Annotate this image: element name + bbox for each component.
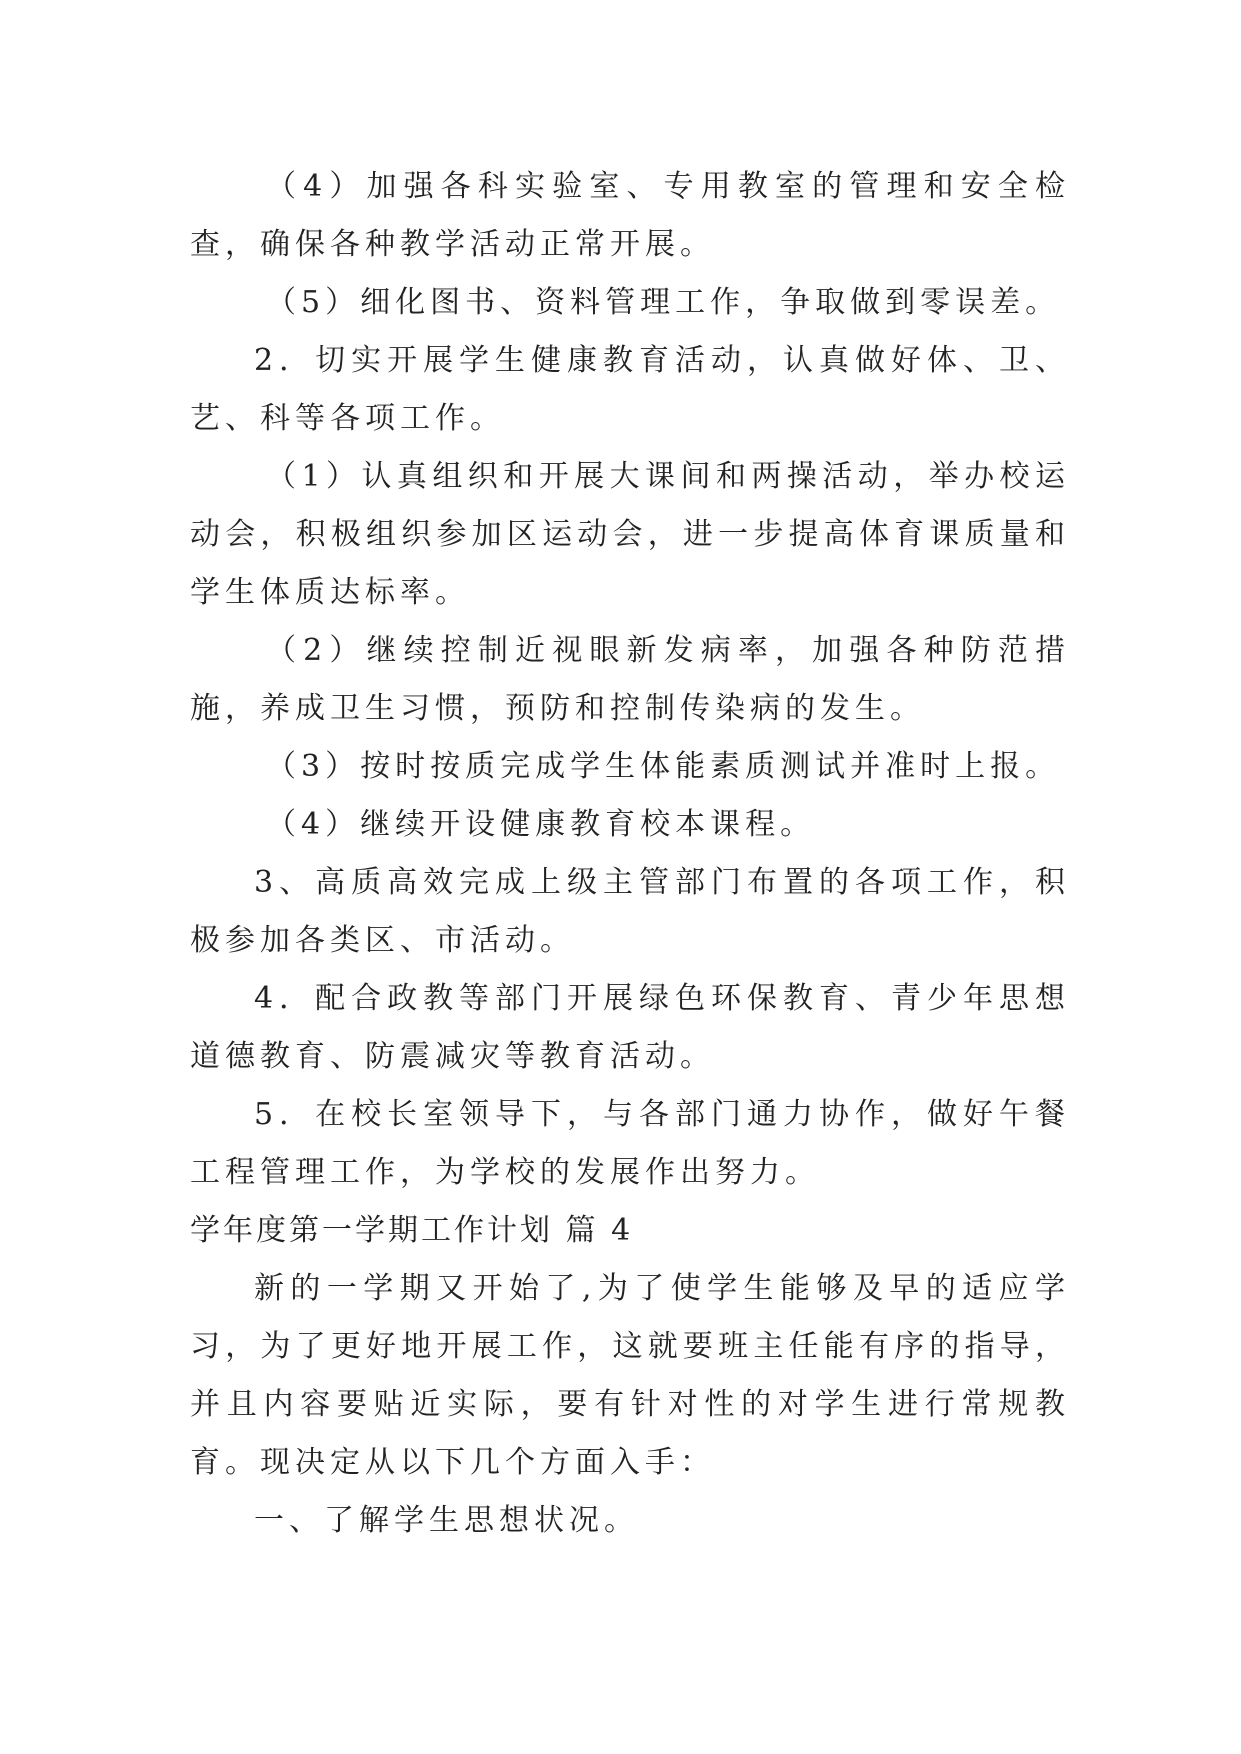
paragraph-superior-tasks: 3、高质高效完成上级主管部门布置的各项工作，积极参加各类区、市活动。 [190,865,1070,958]
paragraph-health-course: （4）继续开设健康教育校本课程。 [266,807,816,842]
paragraph-environmental-education: 4．配合政教等部门开展绿色环保教育、青少年思想道德教育、防震减灾等教育活动。 [190,981,1070,1074]
paragraph-fitness-test: （3）按时按质完成学生体能素质测试并准时上报。 [266,749,1061,784]
paragraph-student-thoughts: 一、了解学生思想状况。 [254,1503,639,1538]
paragraph-library-management: （5）细化图书、资料管理工作，争取做到零误差。 [266,285,1061,320]
paragraph-lab-management: （4）加强各科实验室、专用教室的管理和安全检查，确保各种教学活动正常开展。 [190,169,1070,262]
section-heading: 学年度第一学期工作计划 篇 4 [190,1213,634,1248]
paragraph-health-education: 2．切实开展学生健康教育活动，认真做好体、卫、艺、科等各项工作。 [190,343,1070,436]
paragraph-new-semester: 新的一学期又开始了,为了使学生能够及早的适应学习，为了更好地开展工作，这就要班主任能有序的指导，并且内容要贴近实际，要有针对性的对学生进行常规教育。现决定从以下几个方面入手： [190,1271,1070,1480]
paragraph-sports-activities: （1）认真组织和开展大课间和两操活动，举办校运动会，积极组织参加区运动会，进一步提高体育课质量和学生体质达标率。 [190,459,1070,610]
paragraph-lunch-management: 5．在校长室领导下，与各部门通力协作，做好午餐工程管理工作，为学校的发展作出努力。 [190,1097,1070,1190]
document-body [190,158,1070,1550]
paragraph-myopia-control: （2）继续控制近视眼新发病率，加强各种防范措施，养成卫生习惯，预防和控制传染病的发生。 [190,633,1070,726]
